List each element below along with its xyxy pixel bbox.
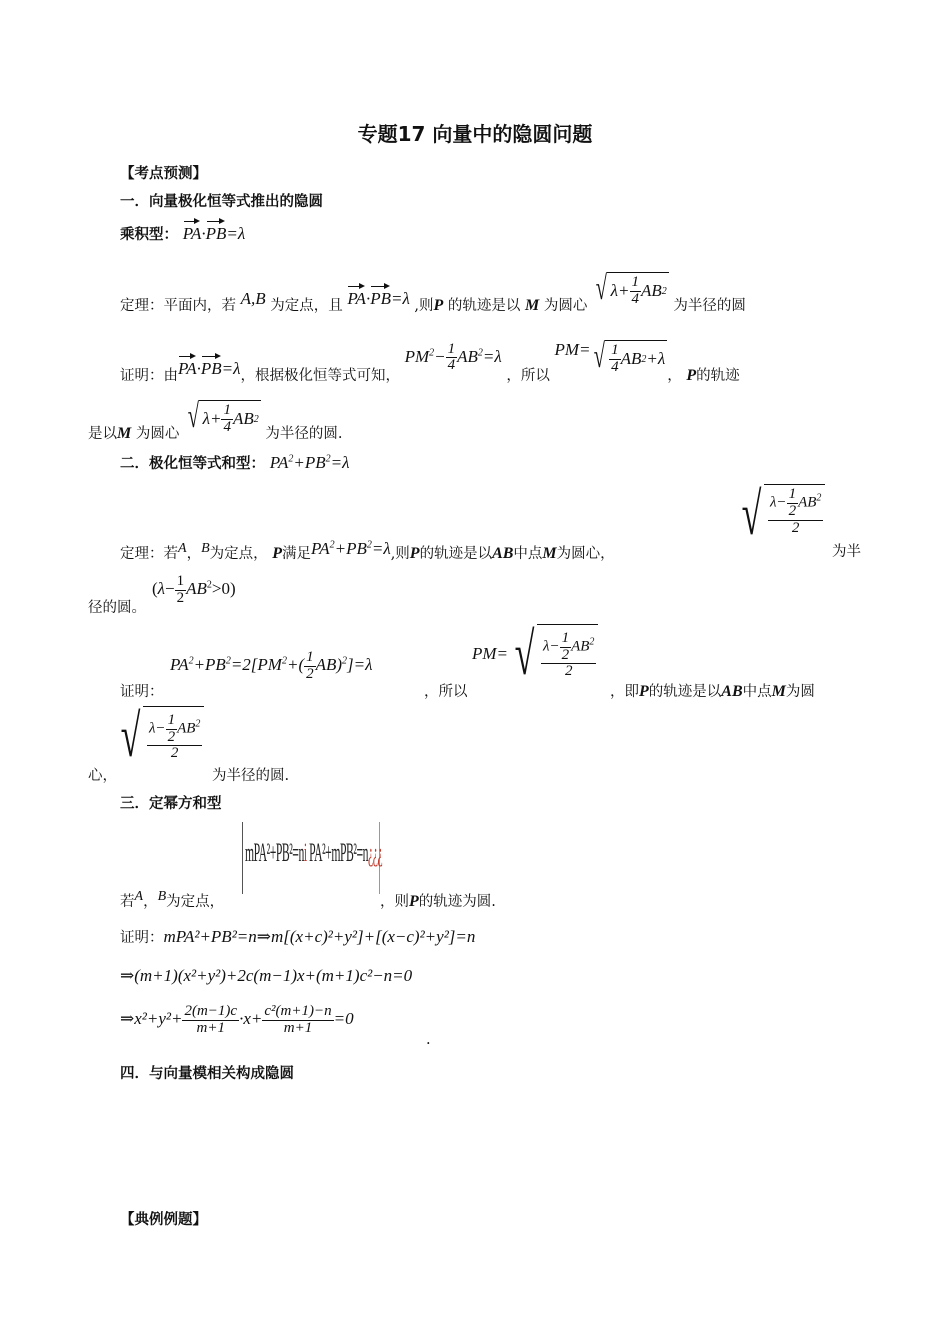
proof-3-period: . [426,1032,431,1048]
proof-2-center: 为圆 [785,684,815,700]
proof-2-tail [610,680,815,701]
theorem-2-fixed: 为定点， [209,546,268,562]
section-3-sep: ， [143,894,158,910]
theorem-2-a: A [178,541,187,556]
section-3-a: A [134,889,144,904]
section-examples-label: 【典例例题】 [120,1212,207,1228]
proof-1-pm: PM= √ $\frac{1}{4}$ AB 2 +λ [554,338,666,375]
proof-2-line [120,622,164,700]
theorem-1-traj: 的轨迹是以 [447,297,521,314]
theorem-1-center: 为圆心 [543,297,588,314]
theorem-1-m: M [525,296,540,314]
proof-3-eq2: ⇒(m+1)(x²+y²)+2c(m−1)x+(m+1)c²−n=0 [120,966,413,985]
theorem-2-p: P [272,545,283,562]
theorem-1-line [120,258,746,314]
page-title: 专题17 向量中的隐圆问题 [357,122,593,146]
theorem-1-formula: PA·PB=λ [347,289,409,308]
theorem-2-half: 为半 [832,544,861,560]
proof-3-eq3-lead: ⇒x²+y²+ [120,1009,183,1029]
section-2-heading-line [120,452,349,473]
section-3-fixed: 为定点， [166,894,225,910]
proof-1-mid: ，根据极化恒等式可知， [240,367,400,384]
proof-1-line2-center: 为圆心 [135,425,180,442]
garbled-formula: mPA²+PB²=ni PA²+mPB²=n¿¿¿ [245,838,383,867]
theorem-2-radius-sqrt: √ λ− $\frac{1}{2}$ $AB^2$ 2 [735,484,825,544]
proof-1-identity: $PM^2-$ $\frac{1}{4}$ $AB^2=\lambda$ [404,340,502,374]
theorem-2-mid: 中点 [513,546,543,562]
proof-1-so: ，所以 [506,367,550,384]
garbled-formula-part-1: mPA²+PB²=n [245,838,304,867]
section-3-statement [120,890,224,911]
theorem-2-traj: 的轨迹是以 [419,546,493,562]
proof-3-eq3-end: =0 [333,1009,354,1029]
proof-3-eq3 [120,1004,354,1037]
proof-1-comma: ， [667,367,682,384]
section-3-then: ，则 [380,894,409,910]
proof-1-line-2 [88,390,343,442]
proof-1-formula: PA·PB=λ [178,359,240,378]
proof-3-eq3-mid: ·x+ [239,1009,263,1029]
proof-1-p: P [686,366,697,384]
proof-1-line2-start: 是以 [88,425,117,442]
theorem-1-fixed: 为定点，且 [270,297,343,314]
section-3-prefix: 若 [120,894,135,910]
proof-2-then: ，即 [610,684,639,700]
theorem-1-radius-sqrt: √ λ+ $\frac{1}{4}$ AB 2 [595,270,667,307]
section-1-heading: 一．向量极化恒等式推出的隐圆 [120,194,323,210]
section-3-conclusion [380,890,496,911]
garbled-formula-tail: ¿¿¿ [367,838,383,867]
proof-1-line2-m: M [117,424,132,442]
proof-3-line-1 [120,926,475,947]
proof-2-label: 证明： [120,684,164,700]
theorem-2-condition: (λ− $\frac{1}{2}$ $AB^2>0$) [152,573,236,606]
theorem-1-radius-end: 为半径的圆 [673,297,746,314]
theorem-2-satisfy: 满足 [282,546,312,562]
garbled-formula-box [242,822,383,894]
theorem-1-prefix: 定理：平面内，若 [120,297,236,314]
proof-2-so: ，所以 [424,684,468,700]
section-2-formula: $PA^2+PB^2=\lambda$ [269,453,350,472]
proof-1-line2-sqrt: √ λ+ $\frac{1}{4}$ AB 2 [187,398,259,435]
theorem-2-sep: ， [186,546,202,562]
theorem-2-prefix: 定理：若 [120,546,178,562]
proof-2-m: M [771,683,786,700]
theorem-1-ab: A,B [240,288,266,308]
proof-3-eq3-f1-num: 2(m−1)c [184,1003,238,1019]
proof-2-mid: 中点 [742,684,772,700]
theorem-2-formula: $PA^2+PB^2=\lambda$ [311,539,391,558]
proof-2-pm: PM= √ λ− $\frac{1}{2}$ $AB^2$ 2 [472,624,598,684]
theorem-2-ab: AB [492,545,514,562]
proof-2-identity: $PA^2+PB^2=2[PM^2+$( $\frac{1}{2}$ AB)$^2$]=λ [170,649,373,682]
proof-2-heart: 心， [88,768,117,784]
proof-3-eq3-f2-num: c²(m+1)−n [264,1003,332,1019]
product-formula: PA·PB=λ [183,224,245,243]
theorem-2-line [120,486,615,562]
product-type-label: 乘积型： [120,227,178,243]
garbled-formula-part-2: PA²+mPB²=n [309,838,368,867]
proof-2-p: P [639,683,649,700]
product-type-line [120,218,245,244]
proof-3-eq3-f1-den: m+1 [196,1019,226,1036]
theorem-2-b: B [201,541,210,556]
theorem-1-then: ,则 [414,297,434,314]
section-3-heading: 三．定幂方和型 [120,796,222,812]
theorem-1-p: P [433,296,444,314]
proof-3-eq1: mPA²+PB²=n⇒m[(x+c)²+y²]+[(x−c)²+y²]=n [163,927,476,946]
theorem-2-p2: P [409,545,420,562]
proof-3-label: 证明： [120,930,164,946]
proof-2-radius-sqrt: √ λ− $\frac{1}{2}$ $AB^2$ 2 [114,706,204,766]
proof-2-end: 为半径的圆. [212,768,290,784]
section-4-heading: 四．与向量模相关构成隐圆 [120,1066,294,1082]
section-3-p: P [409,893,419,910]
proof-1-line [120,338,740,384]
proof-1-traj: 的轨迹 [696,367,740,384]
section-3-b: B [157,889,167,904]
proof-2-traj: 的轨迹是以 [648,684,722,700]
section-2-heading: 二．极化恒等式和型： [120,456,265,472]
theorem-2-m: M [542,545,557,562]
proof-1-prefix: 证明：由 [120,367,178,384]
theorem-2-then: ,则 [390,546,410,562]
proof-1-line2-end: 为半径的圆. [265,425,343,442]
proof-2-ab: AB [721,683,743,700]
section-prediction-label: 【考点预测】 [120,166,207,182]
theorem-2-center: 为圆心， [556,546,615,562]
section-3-end: 的轨迹为圆. [418,894,496,910]
proof-3-eq3-f2-den: m+1 [283,1019,313,1036]
theorem-2-radius-end: 径的圆。 [88,600,146,616]
